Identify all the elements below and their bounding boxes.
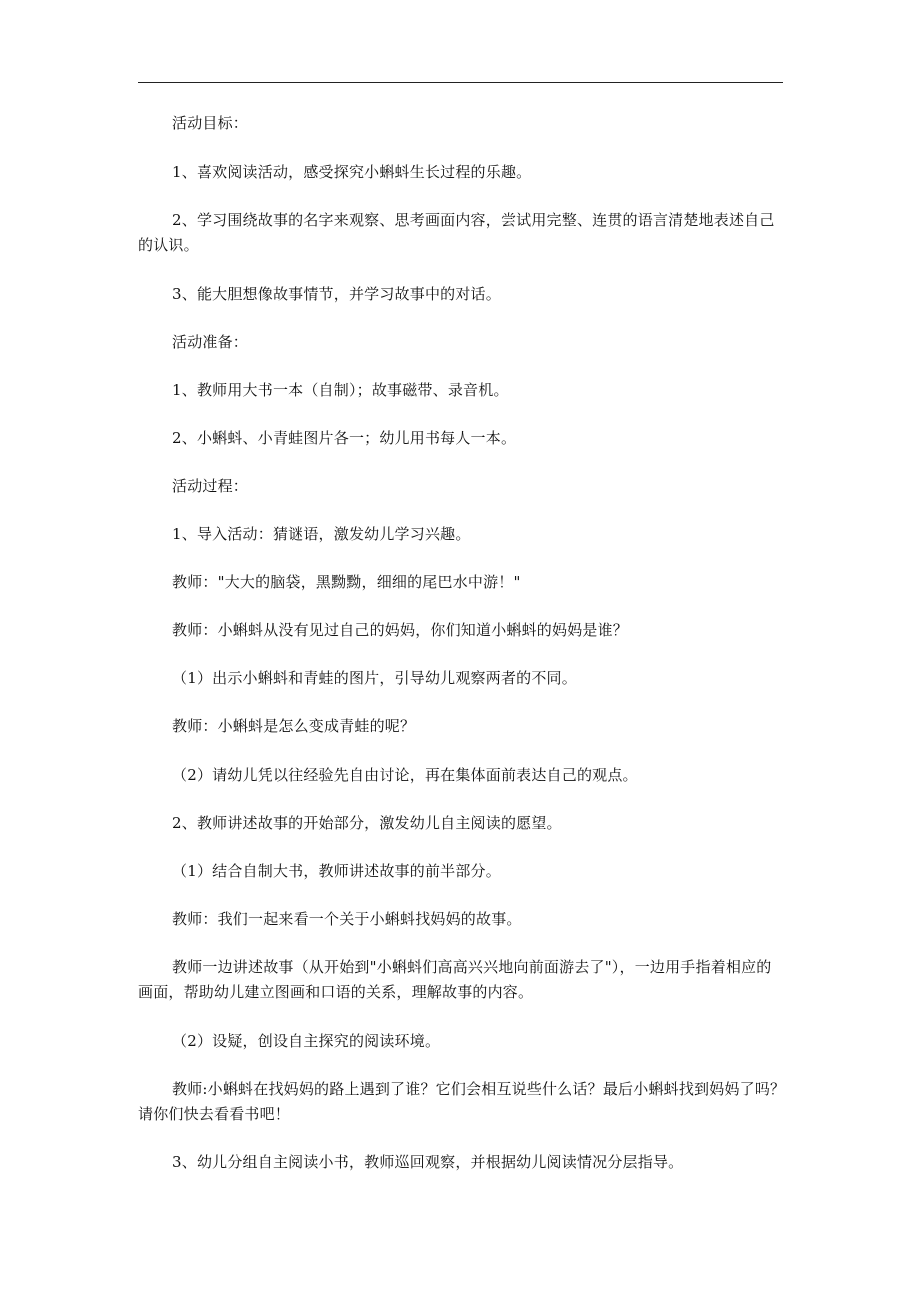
process-substep-1-1: （1）出示小蝌蚪和青蛙的图片，引导幼儿观察两者的不同。 bbox=[172, 669, 577, 687]
section-heading-goals: 活动目标： bbox=[172, 114, 249, 132]
process-substep-2-2: （2）设疑，创设自主探究的阅读环境。 bbox=[172, 1032, 441, 1050]
goal-item-2: 2、学习围绕故事的名字来观察、思考画面内容，尝试用完整、连贯的语言清楚地表述自己的认识。 bbox=[138, 211, 775, 254]
section-heading-preparation: 活动准备： bbox=[172, 333, 249, 351]
goal-item-1: 1、喜欢阅读活动，感受探究小蝌蚪生长过程的乐趣。 bbox=[172, 163, 532, 181]
teacher-question-mother: 教师：小蝌蚪从没有见过自己的妈妈，你们知道小蝌蚪的妈妈是谁？ bbox=[172, 621, 629, 639]
process-substep-1-2: （2）请幼儿凭以往经验先自由讨论，再在集体面前表达自己的观点。 bbox=[172, 766, 638, 784]
header-rule bbox=[138, 82, 783, 83]
goal-item-3: 3、能大胆想像故事情节，并学习故事中的对话。 bbox=[172, 285, 501, 303]
section-heading-process: 活动过程： bbox=[172, 477, 249, 495]
process-step-1: 1、导入活动：猜谜语，激发幼儿学习兴趣。 bbox=[172, 525, 471, 543]
preparation-item-1: 1、教师用大书一本（自制）；故事磁带、录音机。 bbox=[172, 381, 509, 399]
process-substep-2-1: （1）结合自制大书，教师讲述故事的前半部分。 bbox=[172, 862, 501, 880]
teacher-story-intro: 教师：我们一起来看一个关于小蝌蚪找妈妈的故事。 bbox=[172, 910, 522, 928]
teacher-suspense-question: 教师:小蝌蚪在找妈妈的路上遇到了谁？它们会相互说些什么话？最后小蝌蚪找到妈妈了吗？请你们快去看看书吧！ bbox=[138, 1080, 786, 1123]
process-step-3: 3、幼儿分组自主阅读小书，教师巡回观察，并根据幼儿阅读情况分层指导。 bbox=[172, 1153, 684, 1171]
teacher-question-change: 教师：小蝌蚪是怎么变成青蛙的呢？ bbox=[172, 717, 416, 735]
teacher-story-telling: 教师一边讲述故事（从开始到"小蝌蚪们高高兴兴地向前面游去了"），一边用手指着相应的画面，帮助幼儿建立图画和口语的关系，理解故事的内容。 bbox=[138, 958, 772, 1001]
process-step-2: 2、教师讲述故事的开始部分，激发幼儿自主阅读的愿望。 bbox=[172, 814, 562, 832]
preparation-item-2: 2、小蝌蚪、小青蛙图片各一；幼儿用书每人一本。 bbox=[172, 429, 517, 447]
teacher-riddle: 教师："大大的脑袋，黑黝黝，细细的尾巴水中游！" bbox=[172, 573, 521, 591]
